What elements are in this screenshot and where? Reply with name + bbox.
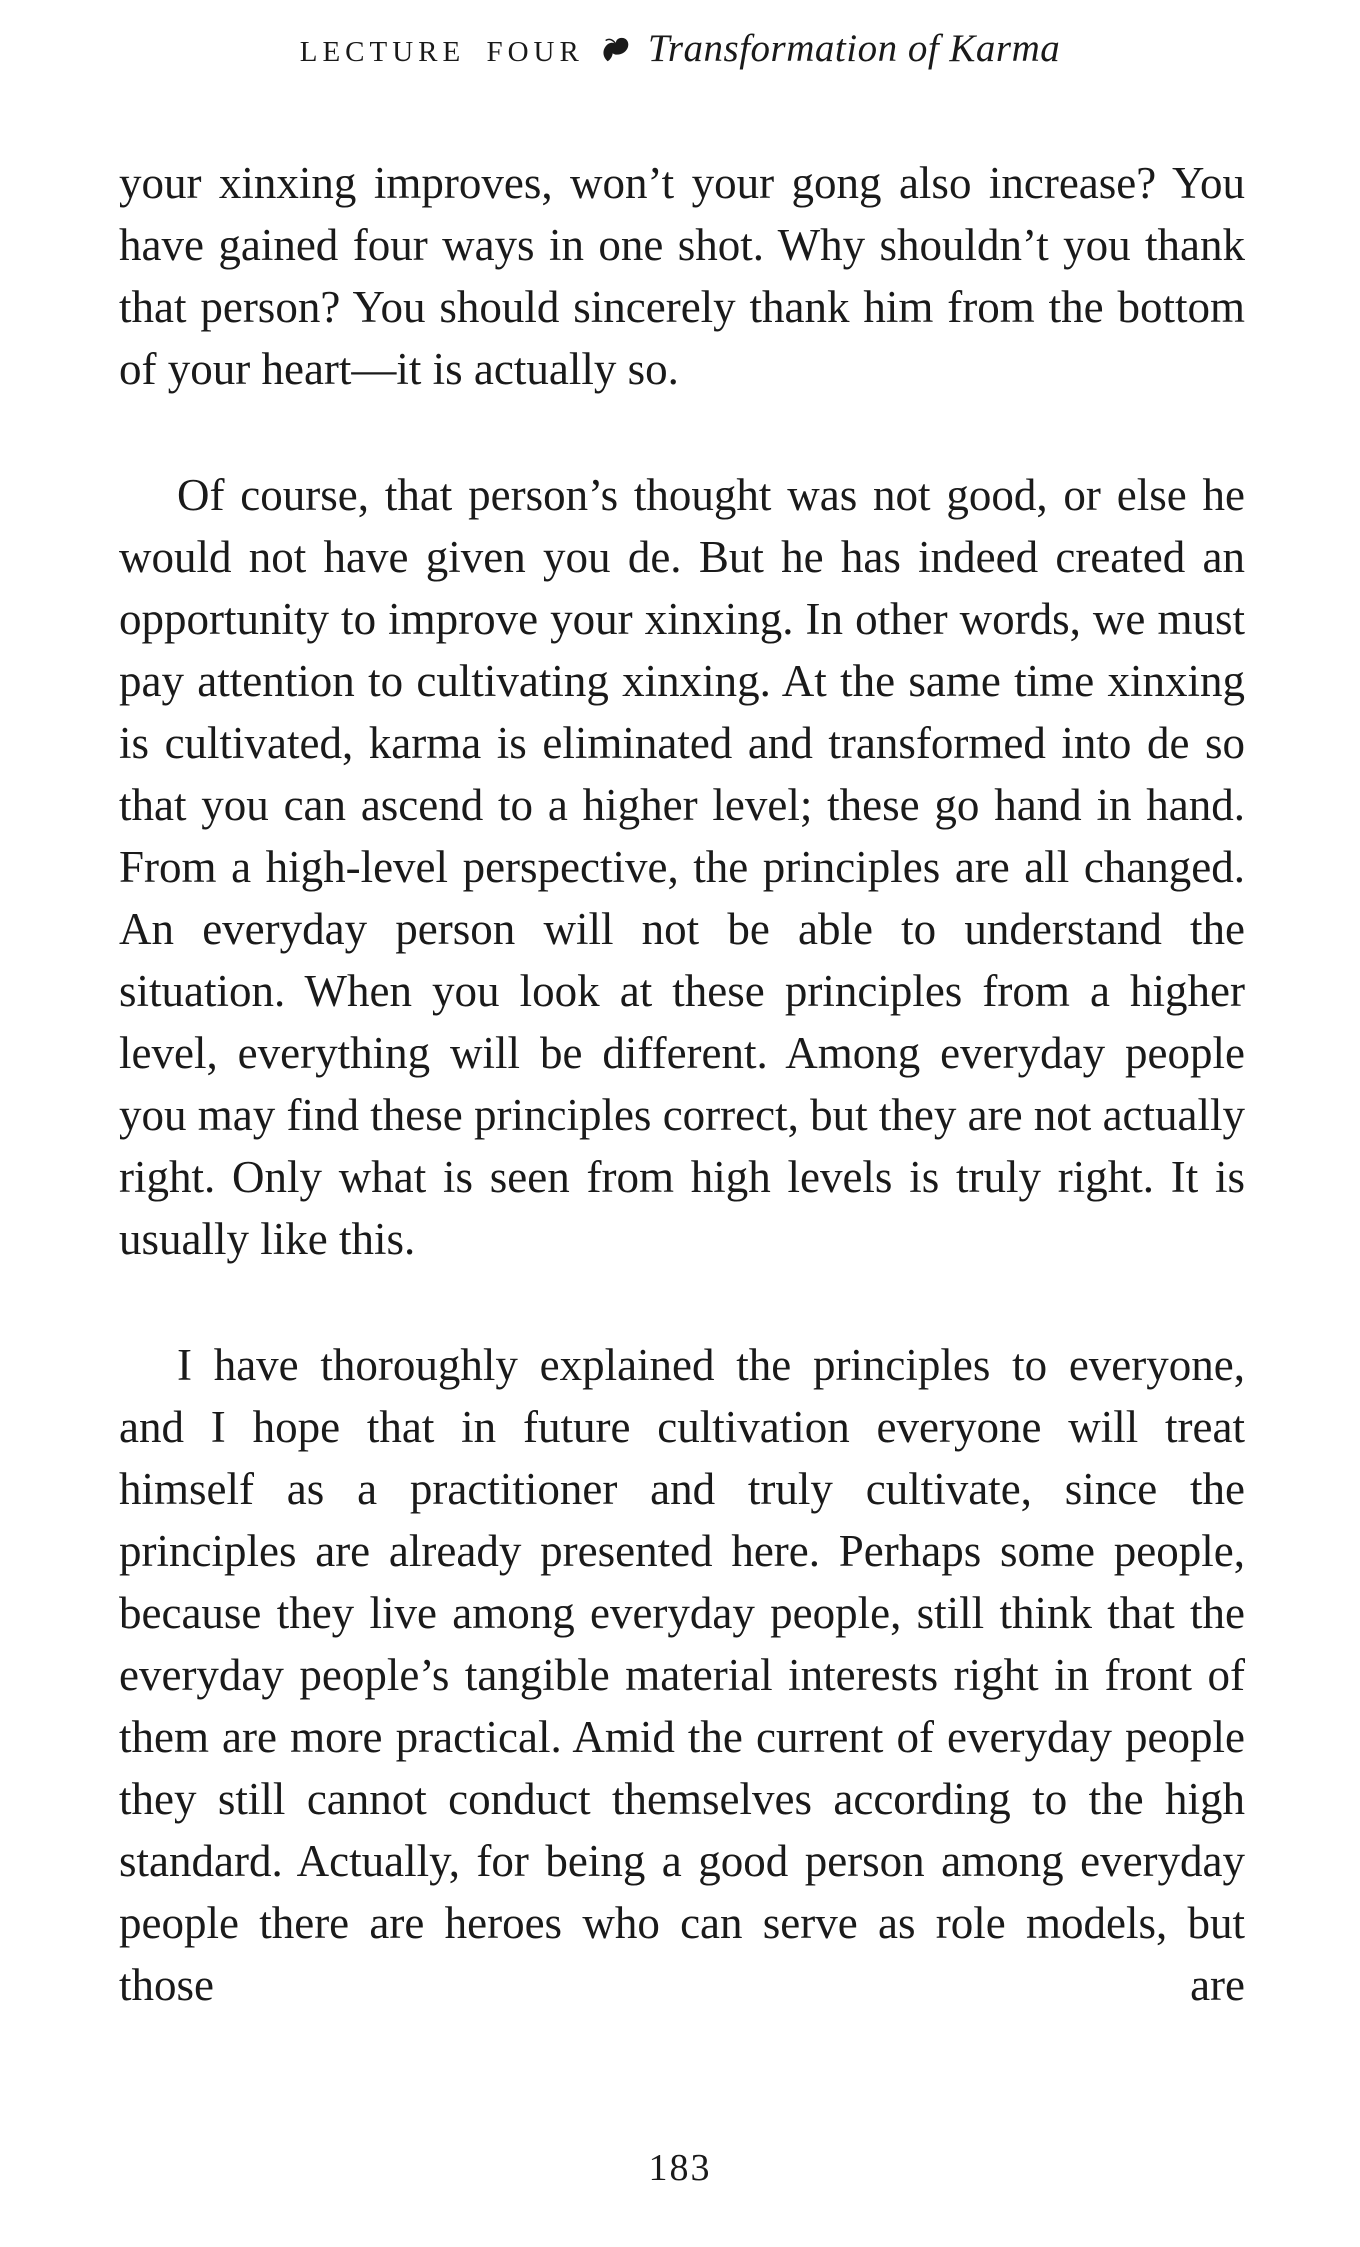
page-number: 183: [648, 2147, 712, 2189]
header-chapter-title: Transformation of Karma: [647, 27, 1061, 70]
aldus-leaf-icon: [601, 36, 631, 64]
page-body: [119, 152, 1245, 2016]
paragraph: Of course, that person’s thought was not good, or else he would not have given you de. But he has indeed created an opportunity to improve your xinxing. In other words, we must pay attention to cultivating xinxing. At the same time xinxing is cultivated, karma is eliminated and transformed into de so that you can ascend to a higher level; these go hand in hand. From a high-level perspective, the principles are all changed. An everyday person will not be able to understand the situation. When you look at these principles from a higher level, everything will be different. Among everyday people you may find these principles correct, but they are not actually right. Only what is seen from high levels is truly right. It is usually like this.: [119, 470, 1245, 1264]
header-section-label: LECTURE FOUR: [299, 36, 584, 68]
paragraph: your xinxing improves, won’t your gong also increase? You have gained four ways in one shot. Why shouldn’t you thank that person? You should sincerely thank him from the bottom of your heart—it is actually so.: [119, 158, 1245, 394]
running-header: [0, 26, 1360, 71]
paragraph: I have thoroughly explained the principles to everyone, and I hope that in future cultivation everyone will treat himself as a practitioner and truly cultivate, since the principles are already presented here. Perhaps some people, because they live among everyday people, still think that the everyday people’s tangible material interests right in front of them are more practical. Amid the current of everyday people they still cannot conduct themselves according to the high standard. Actually, for being a good person among everyday people there are heroes who can serve as role models, but those are: [119, 1340, 1245, 2010]
page-footer: [0, 2146, 1360, 2190]
